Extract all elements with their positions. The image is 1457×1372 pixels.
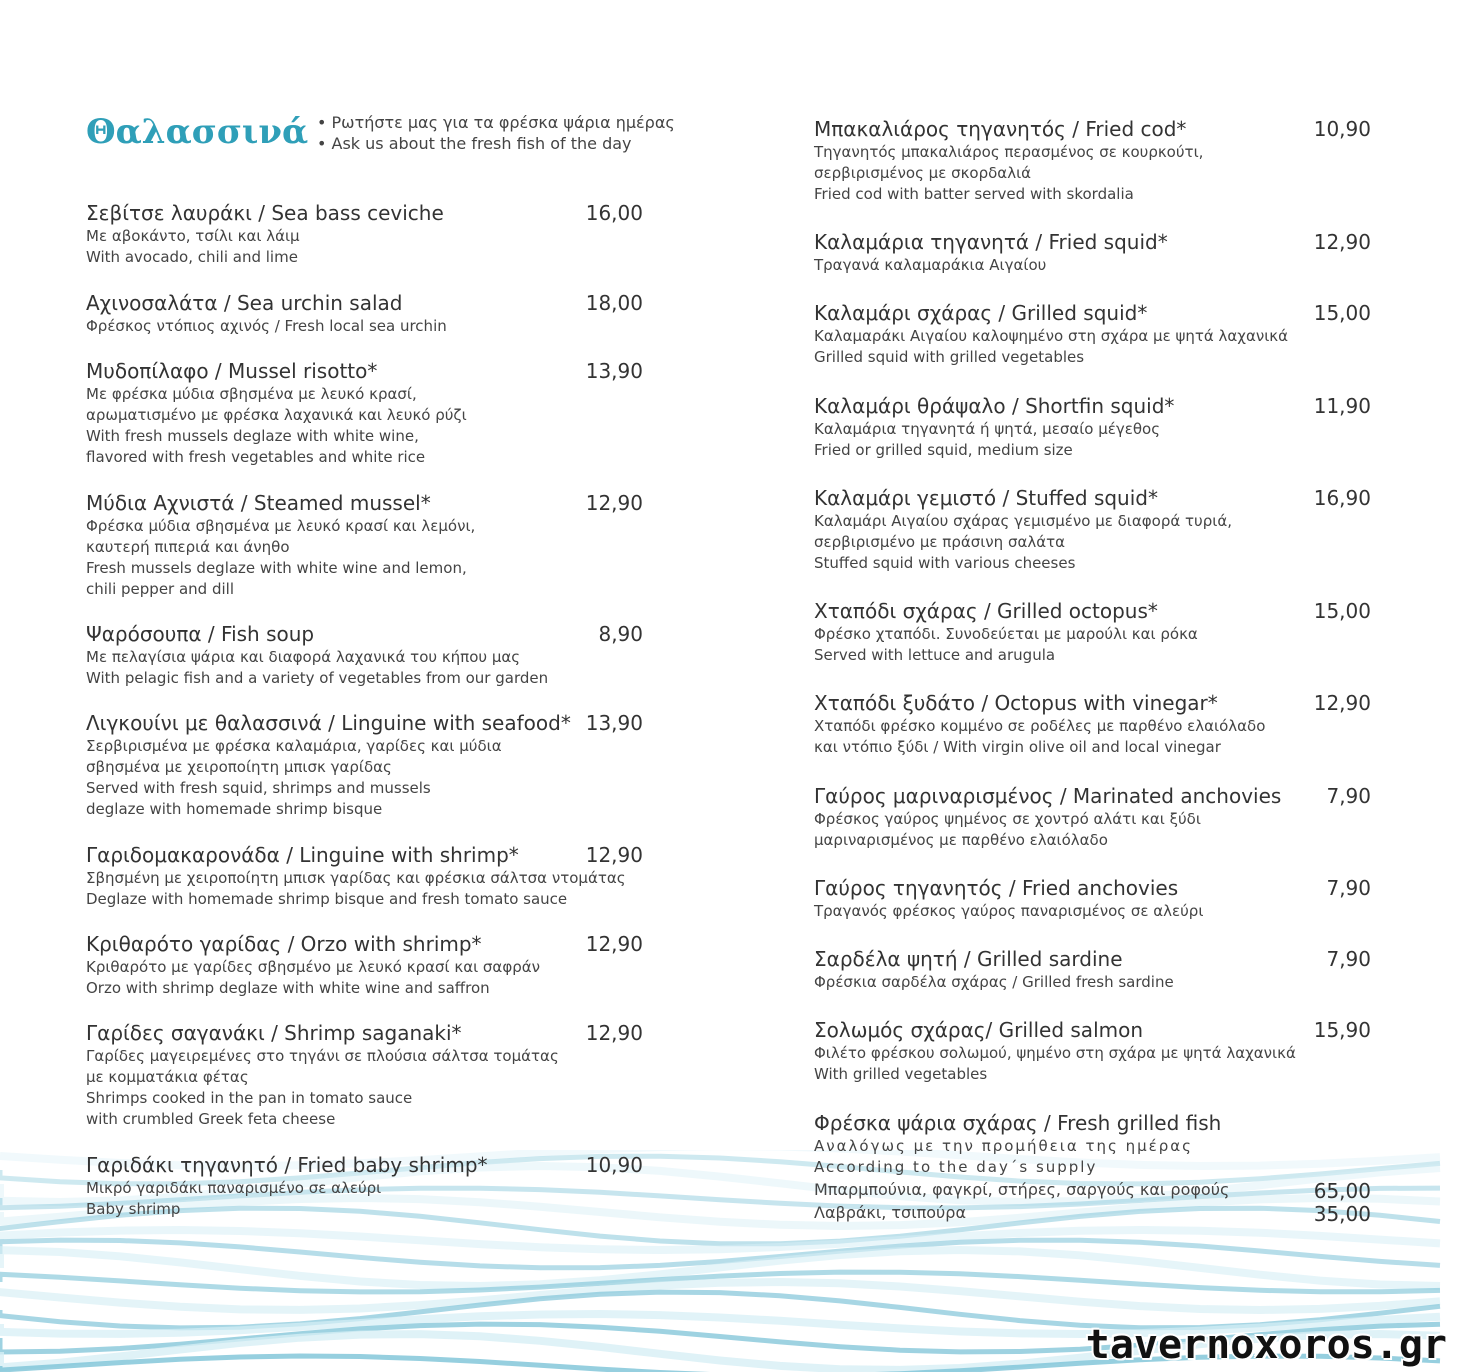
menu-item-name: Αχινοσαλάτα / Sea urchin salad [86, 291, 403, 315]
fresh-fish-notes [317, 112, 675, 154]
menu-item-price: 16,00 [585, 201, 643, 225]
menu-item-price: 15,90 [1313, 1018, 1371, 1042]
menu-item [86, 490, 606, 600]
menu-item-description: Με πελαγίσια ψάρια και διαφορά λαχανικά του κήπου μας [86, 648, 521, 666]
menu-item-description: With grilled vegetables [814, 1065, 988, 1083]
menu-item-price: 18,00 [585, 291, 643, 315]
menu-item [814, 946, 1314, 993]
menu-item-description: Fried or grilled squid, medium size [814, 441, 1073, 459]
menu-item-description: With pelagic fish and a variety of vegetables from our garden [86, 669, 549, 687]
menu-item-name: Φρέσκα ψάρια σχάρας / Fresh grilled fish [814, 1111, 1222, 1135]
menu-item-name: Μυδοπίλαφο / Mussel risotto* [86, 359, 378, 383]
menu-item-description: Με φρέσκα μύδια σβησμένα με λευκό κρασί, [86, 385, 417, 403]
menu-item-description: Fresh mussels deglaze with white wine and lemon, [86, 559, 467, 577]
menu-item-price: 15,00 [1313, 301, 1371, 325]
menu-item-name: Μύδια Αχνιστά / Steamed mussel* [86, 491, 431, 515]
menu-item-description: Deglaze with homemade shrimp bisque and fresh tomato sauce [86, 890, 568, 908]
menu-item [814, 690, 1314, 758]
menu-item-name: Σεβίτσε λαυράκι / Sea bass ceviche [86, 201, 444, 225]
menu-item-description: Served with lettuce and arugula [814, 646, 1056, 664]
menu-item-description: Κριθαρότο με γαρίδες σβησμένο με λευκό κρασί και σαφράν [86, 958, 540, 976]
menu-item [86, 1152, 606, 1220]
menu-item-description: deglaze with homemade shrimp bisque [86, 800, 383, 818]
menu-item-description: Φρέσκος ντόπιος αχινός / Fresh local sea urchin [86, 317, 447, 335]
menu-item [814, 300, 1314, 368]
menu-item-description: Φρέσκια σαρδέλα σχάρας / Grilled fresh sardine [814, 973, 1174, 991]
menu-item-price: 16,90 [1313, 486, 1371, 510]
menu-item-price: 12,90 [585, 491, 643, 515]
menu-item [814, 229, 1314, 276]
menu-item-description: Baby shrimp [86, 1200, 181, 1218]
menu-item-name: Γαριδάκι τηγανητό / Fried baby shrimp* [86, 1153, 488, 1177]
menu-item-description: Με αβοκάντο, τσίλι και λάιμ [86, 227, 300, 245]
menu-item [86, 358, 606, 468]
menu-item [86, 1020, 606, 1130]
menu-item-description: With avocado, chili and lime [86, 248, 298, 266]
menu-item-price: 11,90 [1313, 394, 1371, 418]
menu-item-description: αρωματισμένο με φρέσκα λαχανικά και λευκό ρύζι [86, 406, 467, 424]
menu-item-name: Καλαμάρι θράψαλο / Shortfin squid* [814, 394, 1175, 418]
menu-item-description: Fried cod with batter served with skordalia [814, 185, 1134, 203]
menu-item [86, 621, 606, 689]
menu-item-name: Γαριδομακαρονάδα / Linguine with shrimp* [86, 843, 519, 867]
menu-item-price: 13,90 [585, 711, 643, 735]
menu-item-name: Καλαμάρι γεμιστό / Stuffed squid* [814, 486, 1158, 510]
menu-item-description: Τηγανητός μπακαλιάρος περασμένος σε κουρκούτι, [814, 143, 1204, 161]
menu-item-name: Γαρίδες σαγανάκι / Shrimp saganaki* [86, 1021, 462, 1045]
menu-item-price: 12,90 [585, 932, 643, 956]
fish-line-price: 35,00 [1313, 1202, 1371, 1226]
menu-item-description: Μικρό γαριδάκι παναρισμένο σε αλεύρι [86, 1179, 382, 1197]
menu-item-description: Stuffed squid with various cheeses [814, 554, 1076, 572]
supply-note-greek: Αναλόγως με την προμήθεια της ημέρας [814, 1137, 1193, 1155]
menu-item-price: 7,90 [1326, 876, 1371, 900]
menu-item-price: 7,90 [1326, 784, 1371, 808]
menu-item-name: Κριθαρότο γαρίδας / Orzo with shrimp* [86, 932, 482, 956]
fish-line-price: 65,00 [1313, 1179, 1371, 1203]
menu-item [814, 485, 1314, 574]
menu-item-description: Φιλέτο φρέσκου σολωμού, ψημένο στη σχάρα με ψητά λαχανικά [814, 1044, 1296, 1062]
menu-item [86, 200, 606, 268]
menu-item-price: 10,90 [585, 1153, 643, 1177]
menu-item-price: 12,90 [1313, 691, 1371, 715]
menu-item-description: και ντόπιο ξύδι / With virgin olive oil and local vinegar [814, 738, 1221, 756]
watermark: tavernoxoros.gr [1085, 1322, 1447, 1368]
menu-item-description: Shrimps cooked in the pan in tomato sauce [86, 1089, 413, 1107]
menu-item-description: Χταπόδι φρέσκο κομμένο σε ροδέλες με παρθένο ελαιόλαδο [814, 717, 1266, 735]
menu-item-description: καυτερή πιπεριά και άνηθο [86, 538, 290, 556]
menu-item-description: flavored with fresh vegetables and white rice [86, 448, 426, 466]
menu-item-name: Χταπόδι ξυδάτο / Octopus with vinegar* [814, 691, 1218, 715]
menu-item-price: 12,90 [585, 843, 643, 867]
menu-item-name: Μπακαλιάρος τηγανητός / Fried cod* [814, 117, 1187, 141]
menu-item-description: Τραγανός φρέσκος γαύρος παναρισμένος σε αλεύρι [814, 902, 1204, 920]
menu-item-description: Τραγανά καλαμαράκια Αιγαίου [814, 256, 1047, 274]
menu-item-description: Orzo with shrimp deglaze with white wine and saffron [86, 979, 490, 997]
menu-item-description: μαριναρισμένος με παρθένο ελαιόλαδο [814, 831, 1108, 849]
menu-item-price: 7,90 [1326, 947, 1371, 971]
menu-item-description: Φρέσκο χταπόδι. Συνοδεύεται με μαρούλι και ρόκα [814, 625, 1198, 643]
menu-item-name: Ψαρόσουπα / Fish soup [86, 622, 315, 646]
menu-item-fresh-fish [814, 1110, 1314, 1224]
menu-item-description: Φρέσκα μύδια σβησμένα με λευκό κρασί και λεμόνι, [86, 517, 476, 535]
menu-item [86, 931, 606, 999]
menu-item [86, 710, 606, 820]
menu-item-description: Σερβιρισμένα με φρέσκα καλαμάρια, γαρίδες και μύδια [86, 737, 502, 755]
menu-item-name: Χταπόδι σχάρας / Grilled octopus* [814, 599, 1158, 623]
menu-item-description: Σβησμένη με χειροποίητη μπισκ γαρίδας και φρέσκια σάλτσα ντομάτας [86, 869, 626, 887]
menu-item [814, 783, 1314, 851]
menu-item-description: σβησμένα με χειροποίητη μπισκ γαρίδας [86, 758, 392, 776]
menu-item-description: Served with fresh squid, shrimps and mussels [86, 779, 431, 797]
menu-item-description: σερβιρισμένο με πράσινη σαλάτα [814, 533, 1066, 551]
menu-item [814, 393, 1314, 461]
menu-item-description: With fresh mussels deglaze with white wine, [86, 427, 419, 445]
menu-item-description: σερβιρισμένος με σκορδαλιά [814, 164, 1032, 182]
fish-line-text: Λαβράκι, τσιπούρα [814, 1203, 966, 1222]
menu-item-description: Καλαμάρι Αιγαίου σχάρας γεμισμένο με διαφορά τυριά, [814, 512, 1232, 530]
fish-line-text: Μπαρμπούνια, φαγκρί, στήρες, σαργούς και ροφούς [814, 1180, 1230, 1199]
menu-item-price: 12,90 [1313, 230, 1371, 254]
menu-item-description: Grilled squid with grilled vegetables [814, 348, 1085, 366]
menu-item [814, 598, 1314, 666]
note-greek: • Ρωτήστε μας για τα φρέσκα ψάρια ημέρας [317, 113, 675, 132]
menu-item-price: 10,90 [1313, 117, 1371, 141]
menu-item-price: 8,90 [598, 622, 643, 646]
section-title: Θαλασσινά [86, 112, 309, 152]
menu-item [814, 1017, 1314, 1085]
menu-item-description: Καλαμάρια τηγανητά ή ψητά, μεσαίο μέγεθος [814, 420, 1161, 438]
menu-item-price: 12,90 [585, 1021, 643, 1045]
menu-item-description: Καλαμαράκι Αιγαίου καλοψημένο στη σχάρα με ψητά λαχανικά [814, 327, 1289, 345]
menu-item-price: 15,00 [1313, 599, 1371, 623]
menu-item-name: Σολωμός σχάρας/ Grilled salmon [814, 1018, 1144, 1042]
menu-item-description: chili pepper and dill [86, 580, 234, 598]
menu-item [814, 875, 1314, 922]
menu-item [814, 116, 1314, 205]
menu-item-name: Σαρδέλα ψητή / Grilled sardine [814, 947, 1123, 971]
menu-item-name: Γαύρος μαριναρισμένος / Marinated anchovies [814, 784, 1282, 808]
menu-item-name: Γαύρος τηγανητός / Fried anchovies [814, 876, 1179, 900]
menu-item-price: 13,90 [585, 359, 643, 383]
menu-item-description: με κομματάκια φέτας [86, 1068, 249, 1086]
menu-item-description: Φρέσκος γαύρος ψημένος σε χοντρό αλάτι και ξύδι [814, 810, 1201, 828]
menu-item-name: Καλαμάρια τηγανητά / Fried squid* [814, 230, 1168, 254]
menu-item-name: Λιγκουίνι με θαλασσινά / Linguine with seafood* [86, 711, 571, 735]
menu-item [86, 290, 606, 337]
supply-note-english: According to the day΄s supply [814, 1158, 1098, 1176]
menu-item-description: with crumbled Greek feta cheese [86, 1110, 336, 1128]
menu-item-name: Καλαμάρι σχάρας / Grilled squid* [814, 301, 1148, 325]
menu-item-description: Γαρίδες μαγειρεμένες στο τηγάνι σε πλούσια σάλτσα τομάτας [86, 1047, 559, 1065]
note-english: • Ask us about the fresh fish of the day [317, 134, 632, 153]
